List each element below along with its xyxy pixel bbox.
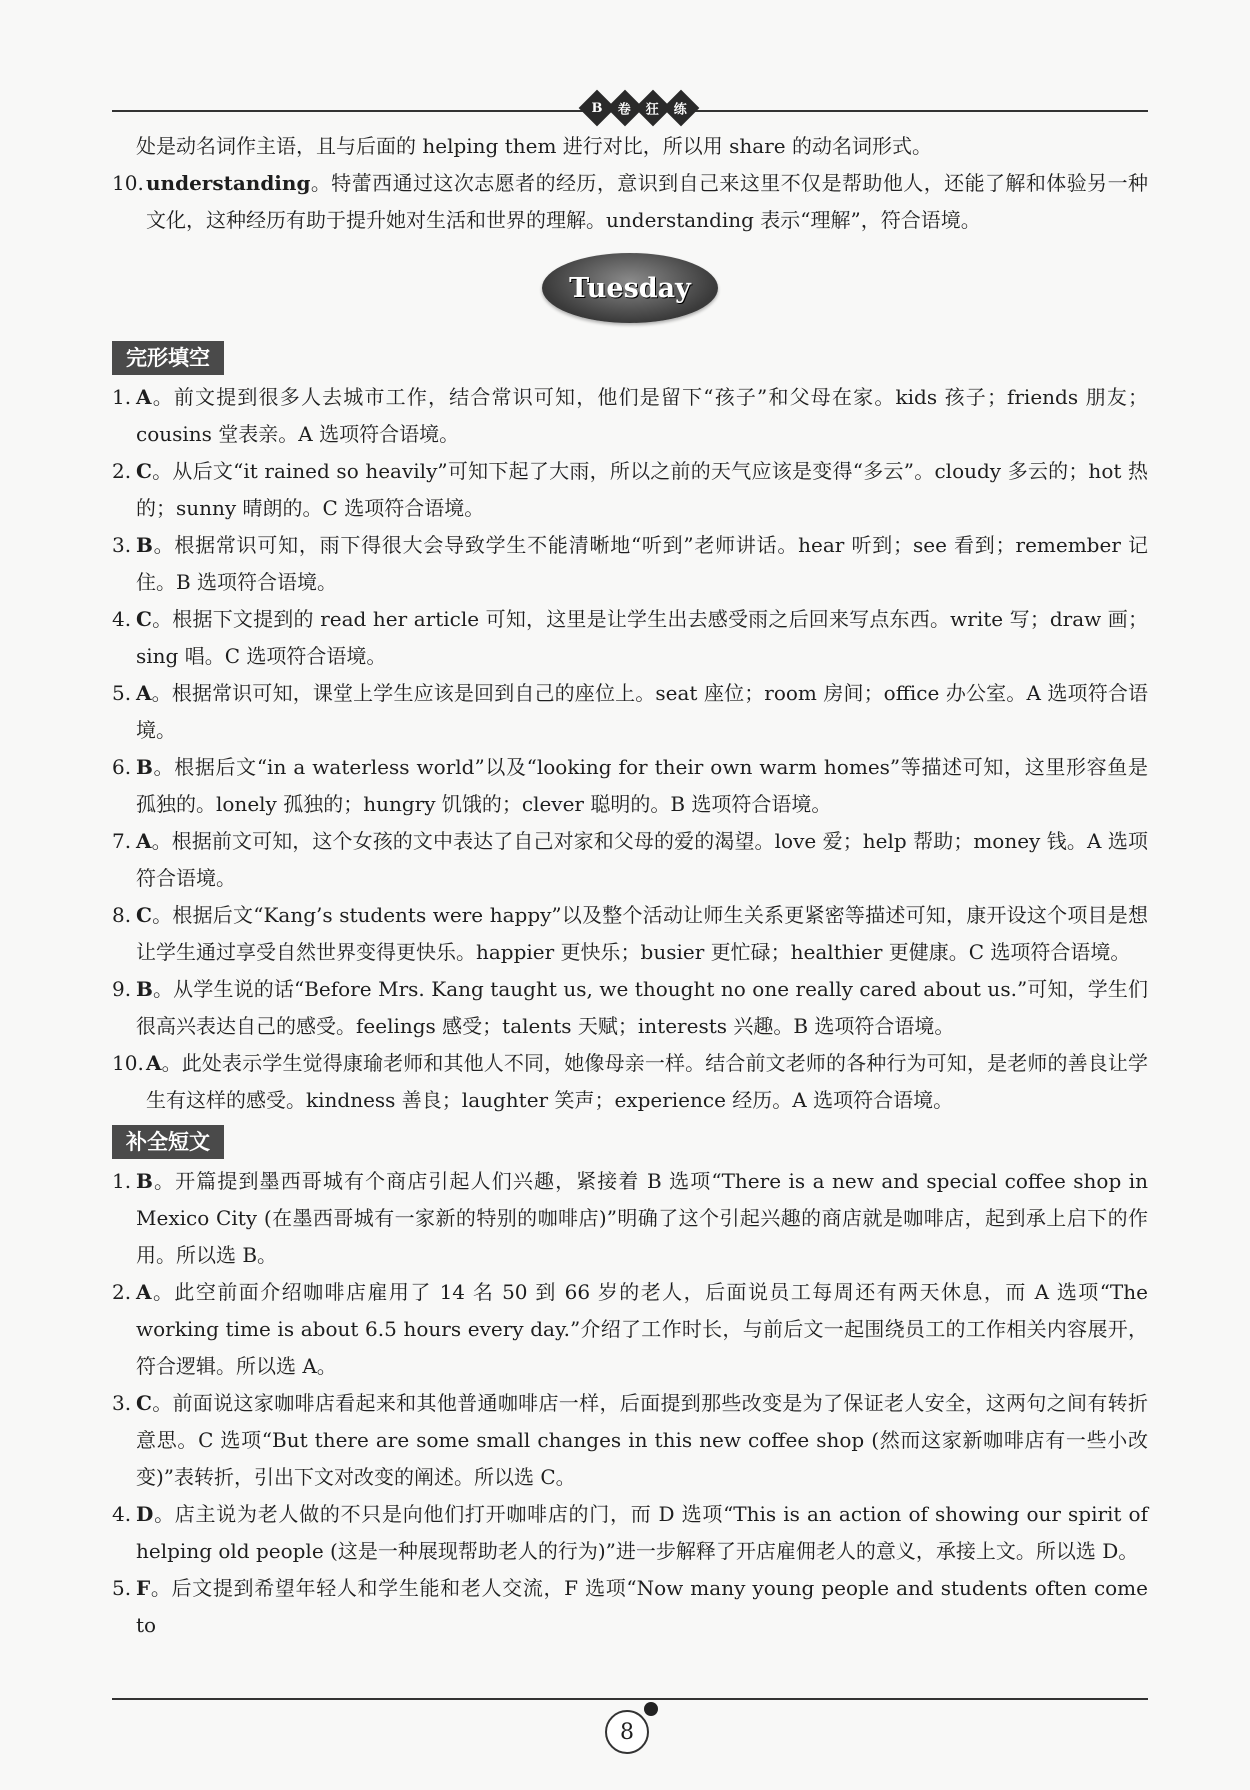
page-number: 8: [605, 1710, 649, 1754]
header-badge-char: 卷: [607, 90, 644, 127]
explanation-text: 。开篇提到墨西哥城有个商店引起人们兴趣，紧接着 B 选项“There is a new and special coffee shop in Mexico City (在墨西哥城有一家新的特别的咖啡店)”明确了这个引起兴趣的商店就是咖啡店，起到承上启下的作用。所以选 B。: [136, 1169, 1148, 1267]
explanation-text: 。前面说这家咖啡店看起来和其他普通咖啡店一样，后面提到那些改变是为了保证老人安全，这两句之间有转折意思。C 选项“But there are some small changes in this new coffee shop (然而这家新咖啡店有一些小改变)”表转折，引出下文对改变的阐述。所以选 C。: [136, 1391, 1148, 1489]
answer-key: A: [136, 385, 152, 409]
item-number: 10.: [112, 171, 144, 195]
item-number: 10.: [112, 1051, 144, 1075]
explanation-text: 。特蕾西通过这次志愿者的经历，意识到自己来这里不仅是帮助他人，还能了解和体验另一种文化，这种经历有助于提升她对生活和世界的理解。understanding 表示“理解”，符合语境。: [146, 171, 1148, 232]
item-number: 2.: [112, 459, 132, 483]
page-content: [112, 128, 1148, 1644]
item-number: 3.: [112, 1391, 132, 1415]
explanation-text: 。从后文“it rained so heavily”可知下起了大雨，所以之前的天气应该是变得“多云”。cloudy 多云的；hot 热的；sunny 晴朗的。C 选项符合语境。: [136, 459, 1148, 520]
item-number: 6.: [112, 755, 132, 779]
answer-item: [112, 1385, 1148, 1496]
answer-key: C: [136, 903, 152, 927]
day-title: Tuesday: [542, 253, 718, 323]
answer-item: [112, 601, 1148, 675]
answer-item: [112, 1163, 1148, 1274]
answer-item: [112, 897, 1148, 971]
answer-item: [112, 1045, 1148, 1119]
answer-item: [112, 675, 1148, 749]
explanation-text: 。店主说为老人做的不只是向他们打开咖啡店的门，而 D 选项“This is an action of showing our spirit of helping old people (这是一种展现帮助老人的行为)”进一步解释了开店雇佣老人的意义，承接上文。所以选 D。: [136, 1502, 1148, 1563]
answer-key: C: [136, 1391, 152, 1415]
explanation-text: 。根据后文“in a waterless world”以及“looking for their own warm homes”等描述可知，这里形容鱼是孤独的。lonely 孤独的；hungry 饥饿的；clever 聪明的。B 选项符合语境。: [136, 755, 1148, 816]
paragraph-text: 处是动名词作主语，且与后面的 helping them 进行对比，所以用 share 的动名词形式。: [136, 134, 932, 158]
answer-key: F: [136, 1576, 151, 1600]
item-number: 4.: [112, 607, 132, 631]
explanation-text: 。此处表示学生觉得康瑜老师和其他人不同，她像母亲一样。结合前文老师的各种行为可知，是老师的善良让学生有这样的感受。kindness 善良；laughter 笑声；experience 经历。A 选项符合语境。: [146, 1051, 1148, 1112]
item-number: 2.: [112, 1280, 132, 1304]
answer-key: C: [136, 459, 152, 483]
item-number: 5.: [112, 1576, 132, 1600]
answer-key: B: [136, 755, 153, 779]
explanation-text: 。后文提到希望年轻人和学生能和老人交流，F 选项“Now many young people and students often come to: [136, 1576, 1148, 1637]
answer-item: [112, 1274, 1148, 1385]
answer-key: A: [136, 829, 152, 853]
item-number: 1.: [112, 1169, 132, 1193]
day-heading: [112, 253, 1148, 323]
answer-key: C: [136, 607, 152, 631]
answer-key: A: [136, 681, 152, 705]
section-title-cloze: 完形填空: [112, 341, 224, 375]
cloze-answer-list: [112, 379, 1148, 1119]
intro-item-10: [112, 165, 1148, 239]
answer-item: [112, 749, 1148, 823]
section-title-completion: 补全短文: [112, 1125, 224, 1159]
header-badge-char: 狂: [635, 90, 672, 127]
answer-key: B: [136, 977, 153, 1001]
header-badge-char: B: [579, 90, 616, 127]
explanation-text: 。根据前文可知，这个女孩的文中表达了自己对家和父母的爱的渴望。love 爱；help 帮助；money 钱。A 选项符合语境。: [136, 829, 1148, 890]
answer-item: [112, 823, 1148, 897]
intro-continuation: [112, 128, 1148, 165]
header-badge: [584, 95, 694, 121]
explanation-text: 。从学生说的话“Before Mrs. Kang taught us, we thought no one really cared about us.”可知，学生们很高兴表达自己的感受。feelings 感受；talents 天赋；interests 兴趣。B 选项符合语境。: [136, 977, 1148, 1038]
header-badge-char: 练: [663, 90, 700, 127]
answer-item: [112, 453, 1148, 527]
explanation-text: 。根据常识可知，雨下得很大会导致学生不能清晰地“听到”老师讲话。hear 听到；see 看到；remember 记住。B 选项符合语境。: [136, 533, 1148, 594]
answer-key: A: [136, 1280, 152, 1304]
answer-key: B: [136, 533, 153, 557]
explanation-text: 。根据后文“Kang’s students were happy”以及整个活动让师生关系更紧密等描述可知，康开设这个项目是想让学生通过享受自然世界变得更快乐。happier 更快乐；busier 更忙碌；healthier 更健康。C 选项符合语境。: [136, 903, 1148, 964]
answer-item: [112, 1496, 1148, 1570]
explanation-text: 。根据下文提到的 read her article 可知，这里是让学生出去感受雨之后回来写点东西。write 写；draw 画；sing 唱。C 选项符合语境。: [136, 607, 1148, 668]
answer-item: [112, 1570, 1148, 1644]
answer-item: [112, 527, 1148, 601]
page-number-dot: [644, 1702, 658, 1716]
answer-item: [112, 971, 1148, 1045]
footer-rule: [112, 1698, 1148, 1700]
answer-key: A: [146, 1051, 162, 1075]
item-number: 1.: [112, 385, 132, 409]
explanation-text: 。前文提到很多人去城市工作，结合常识可知，他们是留下“孩子”和父母在家。kids 孩子；friends 朋友；cousins 堂表亲。A 选项符合语境。: [136, 385, 1148, 446]
explanation-text: 。此空前面介绍咖啡店雇用了 14 名 50 到 66 岁的老人，后面说员工每周还有两天休息，而 A 选项“The working time is about 6.5 hours every day.”介绍了工作时长，与前后文一起围绕员工的工作相关内容展开，符合逻辑。所以选 A。: [136, 1280, 1148, 1378]
explanation-text: 。根据常识可知，课堂上学生应该是回到自己的座位上。seat 座位；room 房间；office 办公室。A 选项符合语境。: [136, 681, 1148, 742]
answer-item: [112, 379, 1148, 453]
answer-key: B: [136, 1169, 153, 1193]
answer-key: understanding: [146, 171, 311, 195]
item-number: 3.: [112, 533, 132, 557]
item-number: 7.: [112, 829, 132, 853]
item-number: 9.: [112, 977, 132, 1001]
completion-answer-list: [112, 1163, 1148, 1644]
item-number: 8.: [112, 903, 132, 927]
item-number: 5.: [112, 681, 132, 705]
item-number: 4.: [112, 1502, 132, 1526]
answer-key: D: [136, 1502, 154, 1526]
